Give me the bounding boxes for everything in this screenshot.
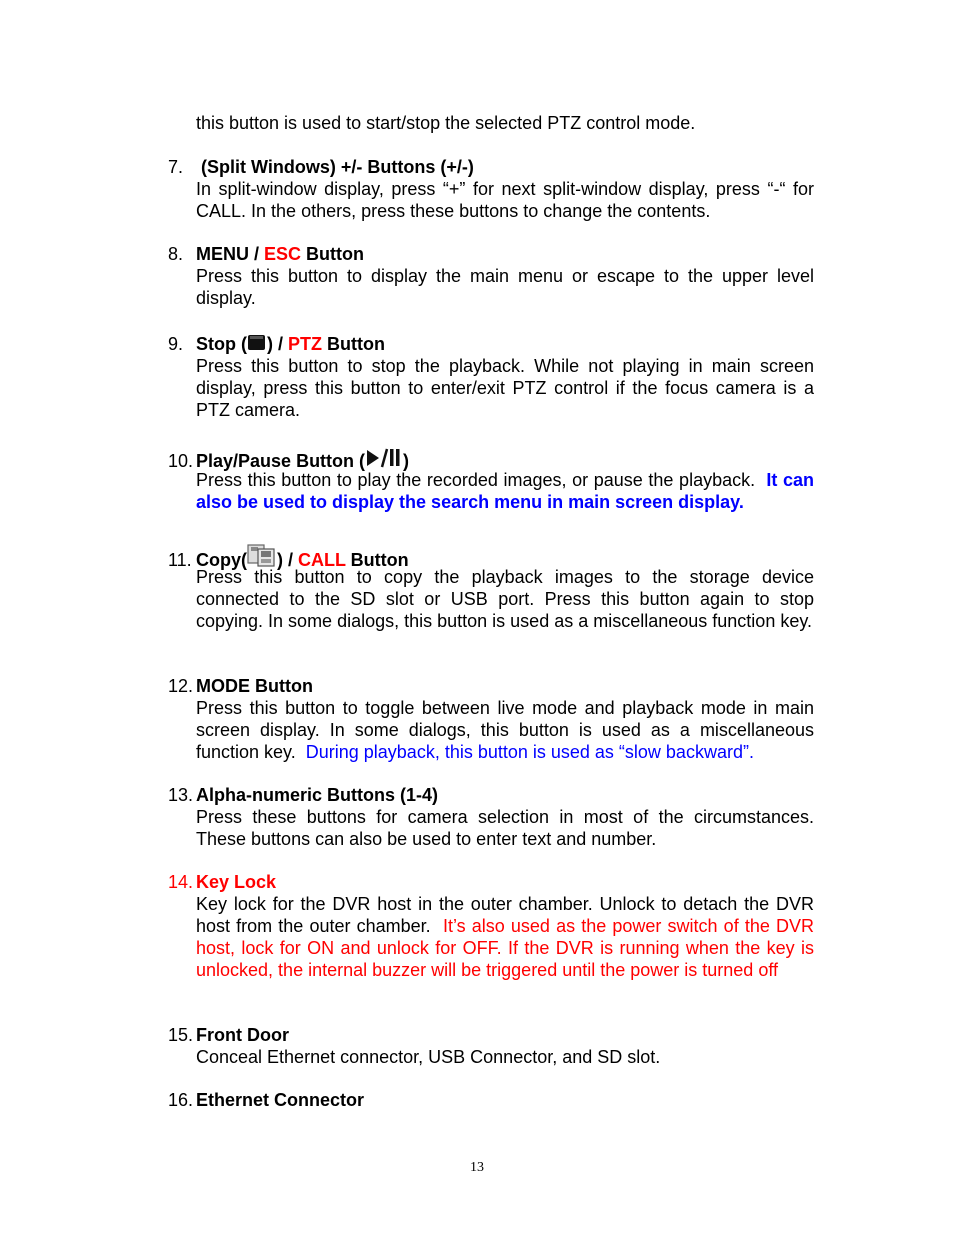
item-heading <box>168 784 814 806</box>
item-heading <box>168 243 814 265</box>
item-title: (Split Windows) +/- Buttons (+/-) <box>201 157 474 177</box>
item-title: Button <box>322 334 385 354</box>
item-description: Press this button to copy the playback images to the storage device connected to the SD slot or USB port. Press this button again to stop copying. In some dialogs, this button is used as a miscellaneous function key. <box>196 567 814 631</box>
item-heading <box>168 447 814 469</box>
item-description-text: Key lock for the DVR host in the outer chamber. Unlock to detach the DVR host from the outer chamber. <box>196 894 814 936</box>
page-number: 13 <box>470 1160 484 1175</box>
list-item <box>168 675 814 763</box>
item-description: In split-window display, press “+” for next split-window display, press “-“ for CALL. In the others, press these buttons to change the contents. <box>196 179 814 221</box>
item-title: Alpha-numeric Buttons (1-4) <box>196 785 439 805</box>
list-item <box>168 243 814 309</box>
item-title: Stop ( <box>196 334 247 354</box>
item-title: MODE Button <box>196 676 313 696</box>
item-title: Copy( <box>196 550 247 570</box>
item-number: 8. <box>168 244 184 264</box>
item-number: 11. <box>168 550 192 570</box>
item-description: Press these buttons for camera selection in most of the circumstances. These buttons can also be used to enter text and number. <box>196 807 814 849</box>
lead-paragraph: this button is used to start/stop the selected PTZ control mode. <box>196 113 696 133</box>
item-title: ) / <box>267 334 288 354</box>
item-description: Press this button to stop the playback. While not playing in main screen display, press this button to enter/exit PTZ control if the focus camera is a PTZ camera. <box>196 356 814 420</box>
item-heading <box>168 333 814 355</box>
item-description <box>196 697 814 763</box>
item-heading <box>168 871 814 893</box>
item-description <box>196 893 814 981</box>
list-item <box>168 784 814 850</box>
list-item <box>168 544 814 632</box>
item-number: 15. <box>168 1025 194 1045</box>
item-title: ) <box>403 451 410 471</box>
item-description-text: Press this button to play the recorded images, or pause the playback. <box>196 470 756 490</box>
item-note-blue: During playback, this button is used as “slow backward”. <box>305 742 754 762</box>
item-title: Button <box>301 244 365 264</box>
item-title: Key Lock <box>196 872 277 892</box>
list-item <box>168 1089 814 1111</box>
item-heading <box>168 1089 814 1111</box>
item-description: Press this button to display the main menu or escape to the upper level display. <box>196 266 814 308</box>
item-title-red: PTZ <box>288 334 322 354</box>
item-title: Play/Pause Button ( <box>196 451 366 471</box>
item-heading <box>168 156 814 178</box>
item-title: Ethernet Connector <box>196 1090 365 1110</box>
item-number: 13. <box>168 785 194 805</box>
item-title: MENU / <box>196 244 265 264</box>
list-item <box>168 333 814 421</box>
item-heading <box>168 1024 814 1046</box>
item-description: Conceal Ethernet connector, USB Connector, and SD slot. <box>196 1047 661 1067</box>
item-number: 14. <box>168 872 194 892</box>
item-heading <box>168 675 814 697</box>
item-number: 16. <box>168 1090 194 1110</box>
item-title: Button <box>345 550 409 570</box>
list-item <box>168 871 814 981</box>
item-title: ) / <box>277 550 298 570</box>
item-number: 9. <box>168 334 184 354</box>
list-item <box>168 156 814 222</box>
item-title: Front Door <box>196 1025 289 1045</box>
list-item <box>168 447 814 513</box>
item-heading <box>168 544 814 570</box>
stop-icon <box>247 334 267 357</box>
list-item <box>168 1024 814 1068</box>
item-number: 12. <box>168 676 194 696</box>
item-description <box>196 469 814 513</box>
item-note-blue: It can also be used to display the search menu in main screen display. <box>196 470 814 512</box>
item-number: 7. <box>168 157 184 177</box>
item-title-red: ESC <box>264 244 302 264</box>
item-number: 10. <box>168 451 194 471</box>
item-title-red: CALL <box>298 550 346 570</box>
item-description-text: Press this button to toggle between live mode and playback mode in main screen display. In some dialogs, this button is used as a miscellaneous function key. <box>196 698 814 762</box>
item-note-red: It’s also used as the power switch of the DVR host, lock for ON and unlock for OFF. If the DVR is running when the key is unlocked, the internal buzzer will be triggered until the power is turned off <box>196 916 814 980</box>
